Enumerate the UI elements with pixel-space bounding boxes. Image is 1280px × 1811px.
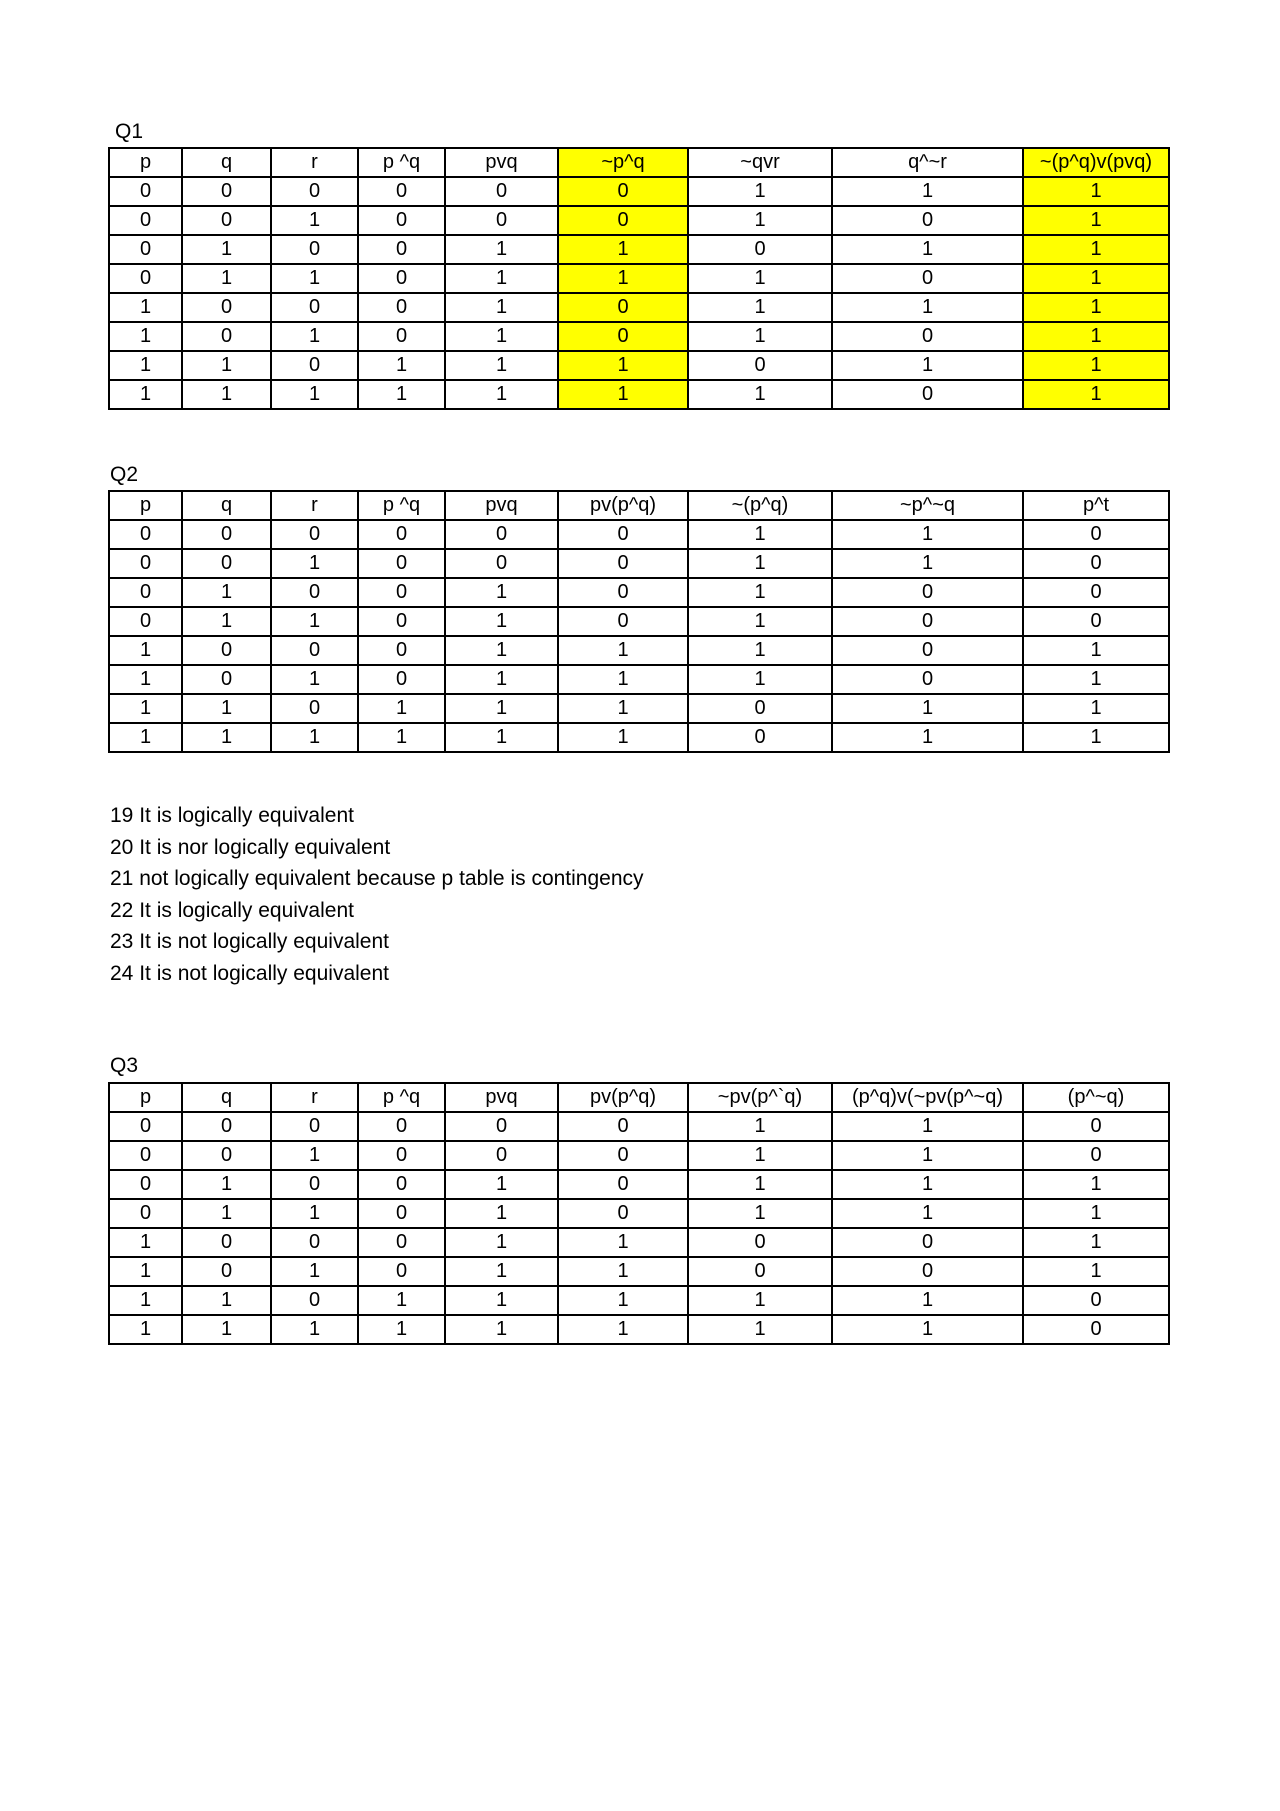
table-cell: 0 — [558, 293, 688, 322]
table-cell: 1 — [109, 380, 182, 409]
table-cell: 1 — [832, 1315, 1023, 1344]
table-cell: 0 — [271, 1228, 358, 1257]
table-row — [109, 520, 1169, 549]
table-cell: 0 — [445, 1141, 558, 1170]
table-cell: 0 — [109, 578, 182, 607]
table-cell: 0 — [109, 235, 182, 264]
table-row — [109, 607, 1169, 636]
table-cell: 0 — [832, 665, 1023, 694]
table-cell: 1 — [445, 1199, 558, 1228]
table-cell: 0 — [182, 1228, 271, 1257]
table-cell: 1 — [358, 694, 445, 723]
table-cell: 1 — [832, 351, 1023, 380]
table-cell: 1 — [182, 607, 271, 636]
notes-list — [110, 800, 644, 990]
table-cell: 1 — [109, 636, 182, 665]
table-cell: 0 — [558, 1199, 688, 1228]
table-cell: 0 — [271, 1286, 358, 1315]
table-cell: 0 — [558, 549, 688, 578]
table-row — [109, 264, 1169, 293]
table-cell: 1 — [688, 322, 832, 351]
table-cell: 0 — [1023, 1141, 1169, 1170]
table-cell: 1 — [688, 578, 832, 607]
table-cell: 1 — [271, 322, 358, 351]
table-cell: 1 — [445, 380, 558, 409]
table-cell: 0 — [688, 723, 832, 752]
table-cell: 0 — [558, 322, 688, 351]
table-cell: 0 — [271, 694, 358, 723]
table-cell: 0 — [109, 1170, 182, 1199]
table-cell: 0 — [832, 636, 1023, 665]
table-cell: 1 — [358, 1315, 445, 1344]
table-cell: 0 — [832, 264, 1023, 293]
table-cell: 0 — [558, 1141, 688, 1170]
table-cell: 0 — [688, 351, 832, 380]
table-cell: 1 — [182, 380, 271, 409]
table-cell: 0 — [832, 1257, 1023, 1286]
note-22: 22 It is logically equivalent — [110, 898, 354, 922]
table-cell: 0 — [558, 177, 688, 206]
table-row — [109, 235, 1169, 264]
table-cell: 0 — [832, 206, 1023, 235]
table-cell: 0 — [271, 1170, 358, 1199]
table-cell: 0 — [358, 1170, 445, 1199]
header-cell: r — [271, 1083, 358, 1112]
table-cell: 1 — [109, 665, 182, 694]
table-cell: 1 — [271, 206, 358, 235]
table-cell: 1 — [558, 723, 688, 752]
table-cell: 1 — [358, 351, 445, 380]
table-cell: 0 — [558, 607, 688, 636]
table-cell: 1 — [445, 293, 558, 322]
header-cell: pvq — [445, 491, 558, 520]
table-row — [109, 1315, 1169, 1344]
table-cell: 1 — [688, 1141, 832, 1170]
header-cell: ~pv(p^`q) — [688, 1083, 832, 1112]
table-cell: 1 — [688, 607, 832, 636]
header-cell: r — [271, 491, 358, 520]
table-cell: 1 — [832, 694, 1023, 723]
table-cell: 0 — [182, 177, 271, 206]
header-cell: p ^q — [358, 491, 445, 520]
table-cell: 0 — [358, 235, 445, 264]
table-cell: 0 — [358, 1141, 445, 1170]
table-row — [109, 177, 1169, 206]
header-cell: p — [109, 491, 182, 520]
table-cell: 1 — [182, 1199, 271, 1228]
truth-table-q2 — [108, 490, 1170, 753]
table-cell: 0 — [688, 694, 832, 723]
table-cell: 1 — [109, 723, 182, 752]
table-cell: 1 — [688, 1170, 832, 1199]
table-cell: 0 — [271, 293, 358, 322]
table-cell: 1 — [688, 520, 832, 549]
table-cell: 1 — [1023, 351, 1169, 380]
table-cell: 0 — [109, 264, 182, 293]
table-cell: 0 — [271, 636, 358, 665]
table-cell: 1 — [358, 380, 445, 409]
table-cell: 0 — [1023, 520, 1169, 549]
table-cell: 1 — [832, 723, 1023, 752]
section-label-q2: Q2 — [110, 463, 139, 486]
table-cell: 1 — [832, 1286, 1023, 1315]
table-row — [109, 1257, 1169, 1286]
header-cell: pv(p^q) — [558, 491, 688, 520]
table-cell: 1 — [445, 1257, 558, 1286]
header-cell: p — [109, 1083, 182, 1112]
table-cell: 0 — [1023, 607, 1169, 636]
table-cell: 0 — [109, 177, 182, 206]
table-cell: 1 — [109, 1228, 182, 1257]
header-cell: (p^~q) — [1023, 1083, 1169, 1112]
table-cell: 0 — [832, 607, 1023, 636]
table-cell: 1 — [445, 694, 558, 723]
table-cell: 1 — [1023, 665, 1169, 694]
table-cell: 0 — [182, 1257, 271, 1286]
table-cell: 0 — [445, 549, 558, 578]
table-cell: 1 — [558, 264, 688, 293]
header-row — [109, 148, 1169, 177]
table-cell: 0 — [358, 177, 445, 206]
table-cell: 1 — [832, 293, 1023, 322]
table-cell: 1 — [445, 322, 558, 351]
table-cell: 0 — [271, 177, 358, 206]
table-cell: 1 — [445, 578, 558, 607]
table-cell: 0 — [358, 549, 445, 578]
note-21: 21 not logically equivalent because p table is contingency — [110, 867, 644, 891]
table-cell: 0 — [1023, 1112, 1169, 1141]
table-cell: 1 — [558, 380, 688, 409]
table-cell: 0 — [271, 520, 358, 549]
table-cell: 1 — [558, 1257, 688, 1286]
table-cell: 1 — [688, 293, 832, 322]
table-cell: 0 — [358, 1199, 445, 1228]
table-cell: 1 — [1023, 322, 1169, 351]
table-row — [109, 578, 1169, 607]
table-cell: 0 — [558, 1112, 688, 1141]
table-cell: 0 — [688, 235, 832, 264]
table-cell: 1 — [271, 665, 358, 694]
table-cell: 0 — [358, 1228, 445, 1257]
table-cell: 0 — [271, 235, 358, 264]
header-cell: ~(p^q) — [688, 491, 832, 520]
table-cell: 1 — [688, 1199, 832, 1228]
header-cell: p ^q — [358, 1083, 445, 1112]
table-cell: 1 — [182, 1170, 271, 1199]
table-row — [109, 1228, 1169, 1257]
table-cell: 1 — [109, 1315, 182, 1344]
header-row — [109, 491, 1169, 520]
table-cell: 1 — [832, 549, 1023, 578]
table-cell: 1 — [558, 235, 688, 264]
table-cell: 0 — [182, 549, 271, 578]
table-cell: 0 — [358, 665, 445, 694]
table-cell: 0 — [688, 1257, 832, 1286]
table-cell: 1 — [271, 607, 358, 636]
header-row — [109, 1083, 1169, 1112]
table-cell: 1 — [832, 1141, 1023, 1170]
header-cell: p^t — [1023, 491, 1169, 520]
table-cell: 0 — [182, 1141, 271, 1170]
table-cell: 1 — [445, 1286, 558, 1315]
table-cell: 0 — [358, 1112, 445, 1141]
table-cell: 0 — [109, 1141, 182, 1170]
table-cell: 1 — [445, 351, 558, 380]
header-cell: pvq — [445, 148, 558, 177]
table-cell: 0 — [182, 665, 271, 694]
table-row — [109, 293, 1169, 322]
table-cell: 1 — [271, 1199, 358, 1228]
table-cell: 1 — [832, 1199, 1023, 1228]
table-cell: 1 — [1023, 177, 1169, 206]
table-row — [109, 636, 1169, 665]
table-cell: 1 — [182, 1286, 271, 1315]
table-cell: 0 — [445, 1112, 558, 1141]
table-cell: 1 — [182, 578, 271, 607]
table-cell: 0 — [182, 206, 271, 235]
header-cell: ~(p^q)v(pvq) — [1023, 148, 1169, 177]
table-cell: 1 — [558, 694, 688, 723]
table-cell: 1 — [358, 723, 445, 752]
table-cell: 1 — [445, 723, 558, 752]
table-cell: 0 — [445, 520, 558, 549]
header-cell: pvq — [445, 1083, 558, 1112]
table-cell: 1 — [1023, 293, 1169, 322]
table-row — [109, 380, 1169, 409]
section-label-q1: Q1 — [115, 120, 144, 143]
table-row — [109, 206, 1169, 235]
table-cell: 1 — [688, 206, 832, 235]
table-cell: 0 — [1023, 578, 1169, 607]
table-cell: 1 — [558, 1228, 688, 1257]
table-cell: 1 — [445, 636, 558, 665]
table-cell: 0 — [109, 607, 182, 636]
table-cell: 1 — [358, 1286, 445, 1315]
table-cell: 1 — [109, 322, 182, 351]
table-cell: 1 — [688, 1315, 832, 1344]
table-row — [109, 723, 1169, 752]
table-cell: 1 — [688, 1286, 832, 1315]
table-cell: 1 — [182, 723, 271, 752]
header-cell: q — [182, 491, 271, 520]
table-cell: 1 — [109, 293, 182, 322]
table-cell: 1 — [1023, 1228, 1169, 1257]
table-row — [109, 351, 1169, 380]
table-cell: 0 — [1023, 1315, 1169, 1344]
table-cell: 0 — [271, 1112, 358, 1141]
truth-table-q1 — [108, 147, 1170, 410]
table-row — [109, 694, 1169, 723]
table-cell: 1 — [271, 1141, 358, 1170]
table-cell: 0 — [445, 206, 558, 235]
table-cell: 1 — [271, 1257, 358, 1286]
note-20: 20 It is nor logically equivalent — [110, 835, 391, 859]
table-cell: 1 — [1023, 380, 1169, 409]
table-cell: 0 — [358, 636, 445, 665]
table-cell: 1 — [558, 1315, 688, 1344]
table-cell: 0 — [358, 293, 445, 322]
table-cell: 0 — [832, 1228, 1023, 1257]
table-cell: 1 — [832, 235, 1023, 264]
header-cell: p — [109, 148, 182, 177]
header-cell: p ^q — [358, 148, 445, 177]
table-cell: 0 — [558, 520, 688, 549]
table-cell: 0 — [688, 1228, 832, 1257]
table-row — [109, 549, 1169, 578]
header-cell: ~p^q — [558, 148, 688, 177]
table-cell: 1 — [832, 177, 1023, 206]
table-cell: 1 — [688, 264, 832, 293]
table-cell: 0 — [832, 578, 1023, 607]
table-cell: 1 — [688, 380, 832, 409]
table-cell: 1 — [445, 1315, 558, 1344]
table-cell: 0 — [558, 578, 688, 607]
table-cell: 0 — [358, 578, 445, 607]
table-cell: 1 — [271, 549, 358, 578]
table-cell: 1 — [1023, 636, 1169, 665]
table-cell: 1 — [271, 264, 358, 293]
table-cell: 0 — [445, 177, 558, 206]
table-cell: 1 — [1023, 206, 1169, 235]
table-cell: 1 — [271, 723, 358, 752]
header-cell: q — [182, 148, 271, 177]
table-cell: 0 — [1023, 1286, 1169, 1315]
header-cell: pv(p^q) — [558, 1083, 688, 1112]
table-cell: 1 — [271, 380, 358, 409]
table-cell: 1 — [109, 351, 182, 380]
table-cell: 1 — [688, 1112, 832, 1141]
table-cell: 1 — [182, 235, 271, 264]
table-cell: 0 — [109, 206, 182, 235]
note-23: 23 It is not logically equivalent — [110, 930, 389, 954]
table-cell: 1 — [1023, 723, 1169, 752]
table-cell: 1 — [1023, 1257, 1169, 1286]
table-cell: 0 — [358, 1257, 445, 1286]
table-cell: 0 — [271, 351, 358, 380]
table-cell: 1 — [688, 636, 832, 665]
table-cell: 1 — [182, 694, 271, 723]
table-cell: 0 — [109, 1199, 182, 1228]
table-row — [109, 1286, 1169, 1315]
header-cell: r — [271, 148, 358, 177]
table-cell: 1 — [1023, 694, 1169, 723]
table-cell: 0 — [558, 206, 688, 235]
table-row — [109, 1199, 1169, 1228]
header-cell: q^~r — [832, 148, 1023, 177]
table-row — [109, 1170, 1169, 1199]
table-cell: 0 — [271, 578, 358, 607]
table-cell: 1 — [271, 1315, 358, 1344]
table-cell: 1 — [832, 1170, 1023, 1199]
table-row — [109, 1112, 1169, 1141]
table-cell: 1 — [445, 235, 558, 264]
table-cell: 1 — [445, 264, 558, 293]
table-cell: 1 — [445, 607, 558, 636]
table-cell: 0 — [109, 520, 182, 549]
table-cell: 1 — [445, 1228, 558, 1257]
table-cell: 1 — [445, 1170, 558, 1199]
table-cell: 0 — [182, 520, 271, 549]
header-cell: ~qvr — [688, 148, 832, 177]
table-cell: 0 — [109, 549, 182, 578]
table-cell: 1 — [832, 1112, 1023, 1141]
table-cell: 0 — [358, 520, 445, 549]
table-cell: 1 — [558, 636, 688, 665]
table-cell: 1 — [1023, 1199, 1169, 1228]
table-cell: 0 — [182, 293, 271, 322]
table-cell: 1 — [109, 694, 182, 723]
table-row — [109, 322, 1169, 351]
table-cell: 1 — [832, 520, 1023, 549]
table-cell: 1 — [688, 549, 832, 578]
table-cell: 1 — [558, 665, 688, 694]
table-cell: 0 — [182, 322, 271, 351]
table-cell: 0 — [558, 1170, 688, 1199]
table-cell: 0 — [182, 1112, 271, 1141]
table-cell: 1 — [1023, 264, 1169, 293]
table-cell: 1 — [445, 665, 558, 694]
table-cell: 0 — [832, 380, 1023, 409]
table-cell: 0 — [109, 1112, 182, 1141]
header-cell: ~p^~q — [832, 491, 1023, 520]
table-cell: 0 — [358, 264, 445, 293]
table-cell: 1 — [1023, 1170, 1169, 1199]
table-cell: 0 — [182, 636, 271, 665]
table-cell: 1 — [182, 351, 271, 380]
table-cell: 1 — [182, 264, 271, 293]
section-label-q3: Q3 — [110, 1054, 139, 1077]
note-19: 19 It is logically equivalent — [110, 804, 354, 827]
header-cell: (p^q)v(~pv(p^~q) — [832, 1083, 1023, 1112]
table-cell: 1 — [558, 351, 688, 380]
table-cell: 0 — [358, 206, 445, 235]
table-cell: 0 — [358, 607, 445, 636]
table-cell: 1 — [1023, 235, 1169, 264]
table-cell: 0 — [1023, 549, 1169, 578]
table-cell: 0 — [832, 322, 1023, 351]
table-row — [109, 665, 1169, 694]
table-cell: 1 — [109, 1257, 182, 1286]
table-cell: 1 — [688, 177, 832, 206]
table-cell: 1 — [109, 1286, 182, 1315]
note-24: 24 It is not logically equivalent — [110, 961, 389, 985]
truth-table-q3 — [108, 1082, 1170, 1345]
table-cell: 1 — [182, 1315, 271, 1344]
header-cell: q — [182, 1083, 271, 1112]
table-cell: 1 — [688, 665, 832, 694]
table-cell: 1 — [558, 1286, 688, 1315]
table-cell: 0 — [358, 322, 445, 351]
table-row — [109, 1141, 1169, 1170]
